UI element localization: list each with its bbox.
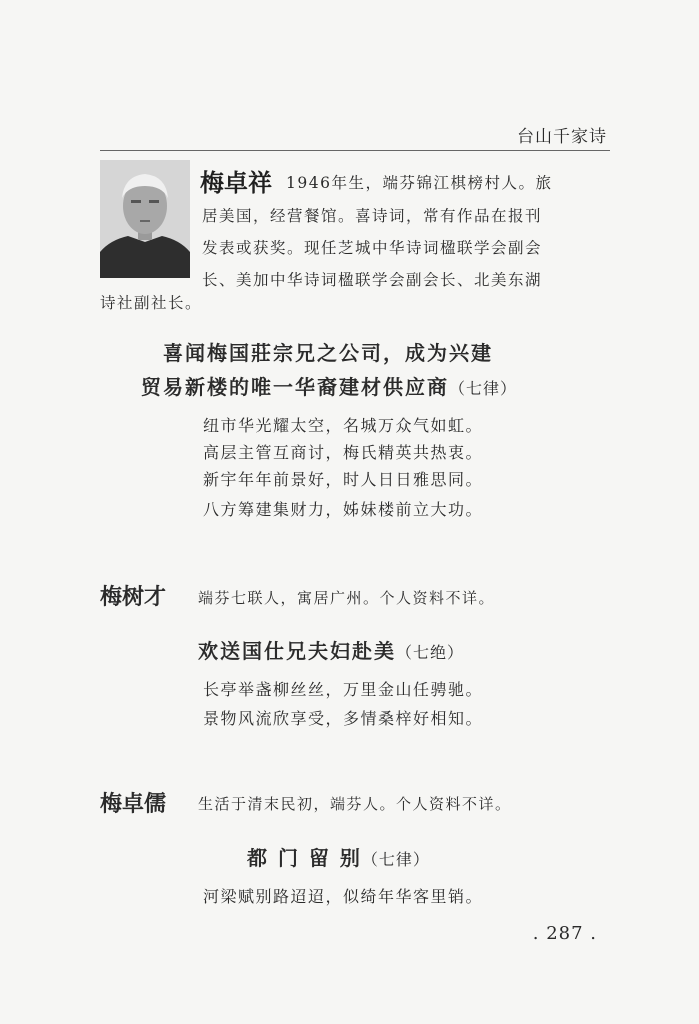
verse-line: 新宇年年前景好，时人日日雅思同。: [203, 470, 484, 489]
poem-form: （七绝）: [396, 643, 465, 662]
bio-line: 诗社副社长。: [100, 294, 203, 312]
author-photo: [100, 160, 190, 278]
poem-title-text: 贸易新楼的唯一华裔建材供应商: [141, 375, 449, 399]
poet-name: 梅树才: [100, 585, 167, 610]
verse-line: 河梁赋别路迢迢，似绮年华客里销。: [203, 887, 484, 906]
verse-line: 八方筹建集财力，姊妹楼前立大功。: [203, 500, 484, 519]
author-name: 梅卓祥: [200, 169, 272, 197]
page-number: . 287 .: [532, 923, 597, 944]
verse-line: 高层主管互商讨，梅氏精英共热衷。: [203, 443, 484, 462]
poet-name: 梅卓儒: [100, 792, 167, 817]
poem-form: （七律）: [361, 850, 430, 869]
poem-title-text: 都 门 留 别: [247, 846, 362, 870]
portrait-image: [100, 160, 190, 278]
poem-title-text: 欢送国仕兄夫妇赴美: [198, 639, 396, 663]
poem-form: （七律）: [449, 379, 518, 398]
poet-bio: 端芬七联人，寓居广州。个人资料不详。: [198, 589, 496, 607]
running-header: 台山千家诗: [517, 127, 607, 147]
bio-line: 1946年生，端芬锦江棋榜村人。旅: [286, 174, 553, 192]
poem-title: [198, 635, 464, 664]
verse-line: 纽市华光耀太空，名城万众气如虹。: [203, 416, 484, 435]
poem-title: [247, 842, 430, 871]
poem-title-continued: [141, 371, 517, 400]
header-rule: [100, 150, 610, 151]
bio-line: 发表或获奖。现任芝城中华诗词楹联学会副会: [202, 239, 543, 257]
bio-line: 长、美加中华诗词楹联学会副会长、北美东湖: [202, 271, 543, 289]
bio-line: 居美国，经营餐馆。喜诗词，常有作品在报刊: [202, 207, 543, 225]
poem-title: 喜闻梅国莊宗兄之公司，成为兴建: [163, 341, 493, 365]
verse-line: 长亭举盏柳丝丝，万里金山任骋驰。: [203, 680, 484, 699]
verse-line: 景物风流欣享受，多情桑梓好相知。: [203, 709, 484, 728]
poet-bio: 生活于清末民初，端芬人。个人资料不详。: [198, 795, 512, 813]
